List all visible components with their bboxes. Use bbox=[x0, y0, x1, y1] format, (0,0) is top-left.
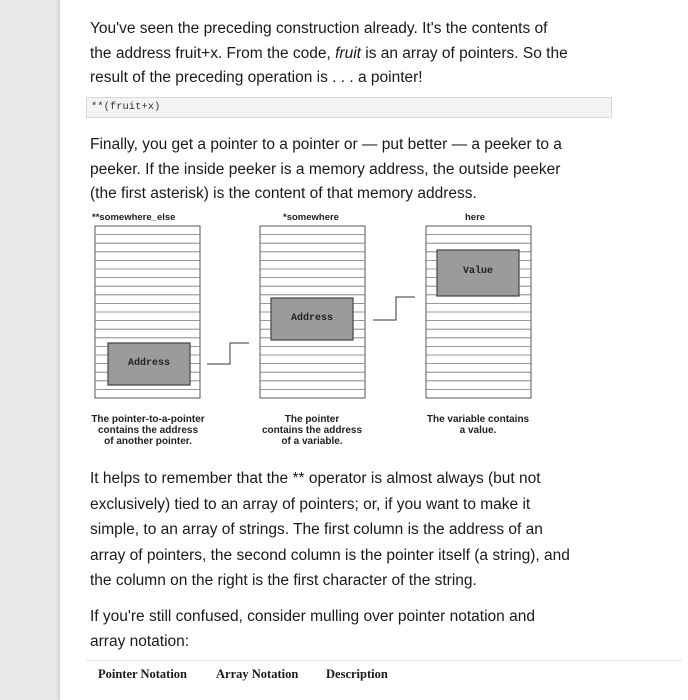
paragraph-1-line-3: result of the preceding operation is . . . a pointer! bbox=[90, 69, 423, 86]
table-header-array-notation: Array Notation bbox=[216, 667, 299, 681]
paragraph-4-line-2: array notation: bbox=[90, 632, 190, 650]
caption-pointer: The pointer contains the address of a variable. bbox=[261, 414, 363, 447]
caption-variable: The variable contains a value. bbox=[426, 414, 530, 436]
paragraph-3-line-2: exclusively) tied to an array of pointers; or, if you want to make it bbox=[90, 495, 531, 513]
paragraph-1-line-1: You've seen the preceding construction already. It's the contents of bbox=[90, 20, 548, 37]
connector-arrow-1 bbox=[207, 343, 249, 364]
code-block: **(fruit+x) bbox=[86, 97, 612, 118]
address-label-2: Address bbox=[290, 313, 333, 324]
paragraph-3-line-1: It helps to remember that the ** operator is almost always (but not bbox=[90, 470, 541, 487]
column-title-somewhere-else: **somewhere_else bbox=[92, 212, 176, 223]
table-header-description: Description bbox=[326, 667, 388, 681]
paragraph-1-line-2: the address fruit+x. From the code, fruit is an array of pointers. So the bbox=[90, 44, 568, 62]
table-divider bbox=[86, 660, 682, 661]
paragraph-3-line-5: the column on the right is the first character of the string. bbox=[90, 572, 477, 589]
paragraph-4 bbox=[90, 605, 610, 654]
value-label: Value bbox=[462, 266, 493, 277]
table-header-pointer-notation: Pointer Notation bbox=[98, 667, 187, 681]
column-title-somewhere: *somewhere bbox=[283, 212, 339, 223]
paragraph-4-line-1: If you're still confused, consider mulling over pointer notation and bbox=[90, 608, 535, 625]
paragraph-3 bbox=[90, 466, 610, 594]
paragraph-2-line-2: peeker. If the inside peeker is a memory address, the outside peeker bbox=[90, 160, 561, 178]
paragraph-2-line-3: (the first asterisk) is the content of that memory address. bbox=[90, 185, 477, 202]
paragraph-3-line-4: array of pointers, the second column is the pointer itself (a string), and bbox=[90, 546, 570, 564]
address-label-1: Address bbox=[127, 358, 170, 369]
column-title-here: here bbox=[465, 212, 486, 223]
paragraph-2-line-1: Finally, you get a pointer to a pointer or — put better — a peeker to a bbox=[90, 136, 562, 153]
connector-arrow-2 bbox=[373, 297, 415, 320]
paragraph-3-line-3: simple, to an array of strings. The first column is the address of an bbox=[90, 521, 543, 538]
caption-pointer-to-pointer: The pointer-to-a-pointer contains the address of another pointer. bbox=[91, 414, 205, 447]
fruit-italic: fruit bbox=[335, 44, 361, 62]
